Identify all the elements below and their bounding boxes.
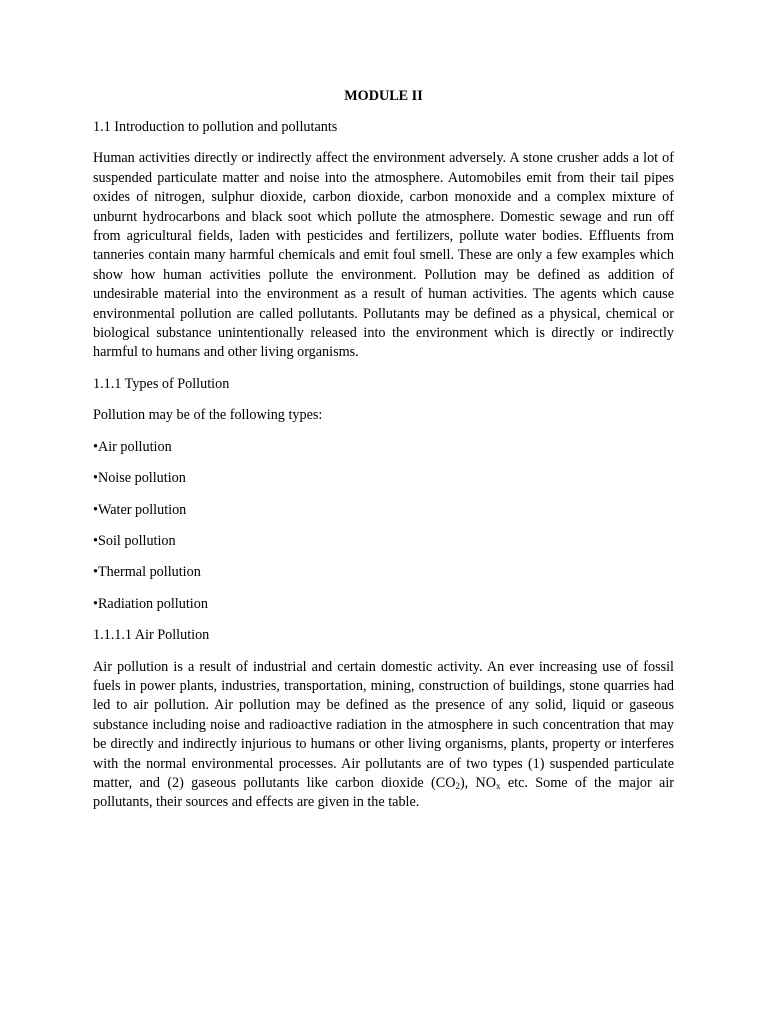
document-page [93,87,674,825]
nox-subscript: x [496,780,501,791]
list-item-noise-pollution: • Noise pollution [93,469,674,488]
pollution-types-list [93,438,674,614]
co2-subscript: 2 [455,780,460,791]
air-pollution-paragraph [93,658,674,813]
air-pollution-text-part3: etc. Some of the major air pollutants, their sources and effects are given in the table. [93,774,674,811]
list-item-thermal-pollution: • Thermal pollution [93,563,674,582]
list-item-radiation-pollution: • Radiation pollution [93,595,674,614]
list-item-soil-pollution: • Soil pollution [93,532,674,551]
section-heading-air-pollution: 1.1.1.1 Air Pollution [93,627,210,644]
module-title: MODULE II [344,88,423,104]
list-item-water-pollution: • Water pollution [93,501,674,520]
air-pollution-text-part1: Air pollution is a result of industrial and certain domestic activity. An ever increasing use of fossil fuels in power plants, industries, transportation, mining, construction of buildings, stone quarries had led to air pollution. Air pollution may be defined as the presence of any solid, liquid or gaseous substance including noise and radioactive radiation in the atmosphere in such concentration that may be directly and indirectly injurious to humans or other living organisms, plants, property or interferes with the normal environmental processes. Air pollutants are of two types (1) suspended particulate matter, and (2) gaseous pollutants like carbon dioxide (CO [93,658,674,791]
list-item-air-pollution: • Air pollution [93,438,674,457]
section-heading-intro: 1.1 Introduction to pollution and pollutants [93,119,338,135]
types-intro-text: Pollution may be of the following types: [93,407,323,424]
air-pollution-text-part2: ), NO [459,774,497,791]
intro-paragraph: Human activities directly or indirectly affect the environment adversely. A stone crusher adds a lot of suspended particulate matter and noise into the atmosphere. Automobiles emit from their tail pipes oxides of nitrogen, sulphur dioxide, carbon dioxide, carbon monoxide and a complex mixture of unburnt hydrocarbons and black soot which pollute the atmosphere. Domestic sewage and run off from agricultural fields, laden with pesticides and fertilizers, pollute water bodies. Effluents from tanneries contain many harmful chemicals and emit foul smell. These are only a few examples which show how human activities pollute the environment. Pollution may be defined as addition of undesirable material into the environment as a result of human activities. The agents which cause environmental pollution are called pollutants. Pollutants may be defined as a physical, chemical or biological substance unintentionally released into the environment which is directly or indirectly harmful to humans and other living organisms. [93,150,674,361]
section-heading-types: 1.1.1 Types of Pollution [93,375,230,392]
